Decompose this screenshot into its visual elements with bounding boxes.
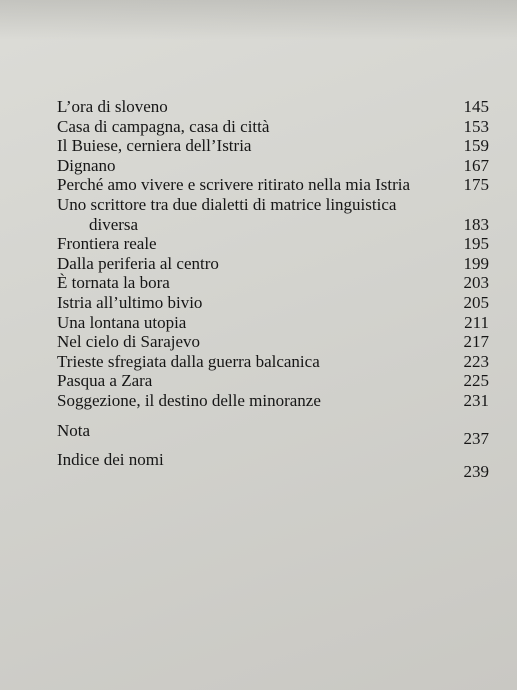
- toc-entry: [57, 136, 489, 156]
- toc-entry-title: Nel cielo di Sarajevo: [57, 332, 201, 352]
- toc-entry: [57, 293, 489, 313]
- toc-entry-page: 203: [463, 273, 489, 293]
- toc-entry-page: 199: [463, 253, 489, 273]
- toc-entry-page: 175: [463, 175, 489, 195]
- toc-entry-page: 195: [463, 234, 489, 254]
- toc-entry: [57, 195, 489, 215]
- toc-entry-title: Nota: [57, 420, 91, 440]
- toc-entry: [57, 117, 489, 137]
- toc-entry-page: 217: [463, 332, 489, 352]
- toc-entry-title: Pasqua a Zara: [57, 371, 153, 391]
- toc-entry: [57, 156, 489, 176]
- toc-entry-page: 231: [463, 390, 489, 410]
- toc-entry-title: diversa: [89, 214, 139, 234]
- table-of-contents: [57, 97, 489, 482]
- toc-entry-note: [57, 420, 489, 448]
- toc-entry-page: 225: [463, 371, 489, 391]
- toc-entry-page: 167: [463, 155, 489, 175]
- toc-entry: [57, 391, 489, 411]
- toc-entry: [57, 215, 489, 235]
- toc-entry-page: 211: [464, 312, 489, 332]
- toc-entry-title: È tornata la bora: [57, 273, 170, 293]
- toc-entry-title: Dignano: [57, 155, 116, 175]
- toc-entry-title: Perché amo vivere e scrivere ritirato nella mia Istria: [57, 175, 411, 195]
- toc-entry-title: Frontiera reale: [57, 234, 157, 254]
- toc-entry: [57, 254, 489, 274]
- toc-entry: [57, 175, 489, 195]
- toc-entry-page: 159: [463, 136, 489, 156]
- toc-entry-page: 183: [463, 214, 489, 234]
- toc-entry-title: Indice dei nomi: [57, 450, 164, 470]
- toc-entry-title: Istria all’ultimo bivio: [57, 292, 203, 312]
- toc-entry-page: 205: [463, 292, 489, 312]
- toc-entry-title: Soggezione, il destino delle minoranze: [57, 390, 321, 410]
- toc-entry-title: Il Buiese, cerniera dell’Istria: [57, 136, 252, 156]
- toc-entry-title: Dalla periferia al centro: [57, 253, 219, 273]
- toc-entry-page: 153: [463, 116, 489, 136]
- toc-entry-page: 239: [463, 462, 489, 482]
- toc-entry-page: 145: [463, 97, 489, 116]
- toc-entry: [57, 313, 489, 333]
- toc-entry-title: Casa di campagna, casa di città: [57, 116, 270, 136]
- toc-entry-title: Uno scrittore tra due dialetti di matrice linguistica: [57, 194, 397, 214]
- toc-entry: [57, 332, 489, 352]
- toc-entry: [57, 97, 489, 117]
- toc-entry: [57, 273, 489, 293]
- toc-entry-page: 237: [463, 428, 489, 448]
- toc-entry-title: L’ora di sloveno: [57, 97, 168, 116]
- toc-entry: [57, 352, 489, 372]
- toc-entry: [57, 371, 489, 391]
- page-shadow: [0, 0, 517, 40]
- toc-entry-page: 223: [463, 351, 489, 371]
- toc-entry-title: Trieste sfregiata dalla guerra balcanica: [57, 351, 320, 371]
- toc-entry-title: Una lontana utopia: [57, 312, 187, 332]
- toc-entry-index: [57, 450, 489, 482]
- toc-entry: [57, 234, 489, 254]
